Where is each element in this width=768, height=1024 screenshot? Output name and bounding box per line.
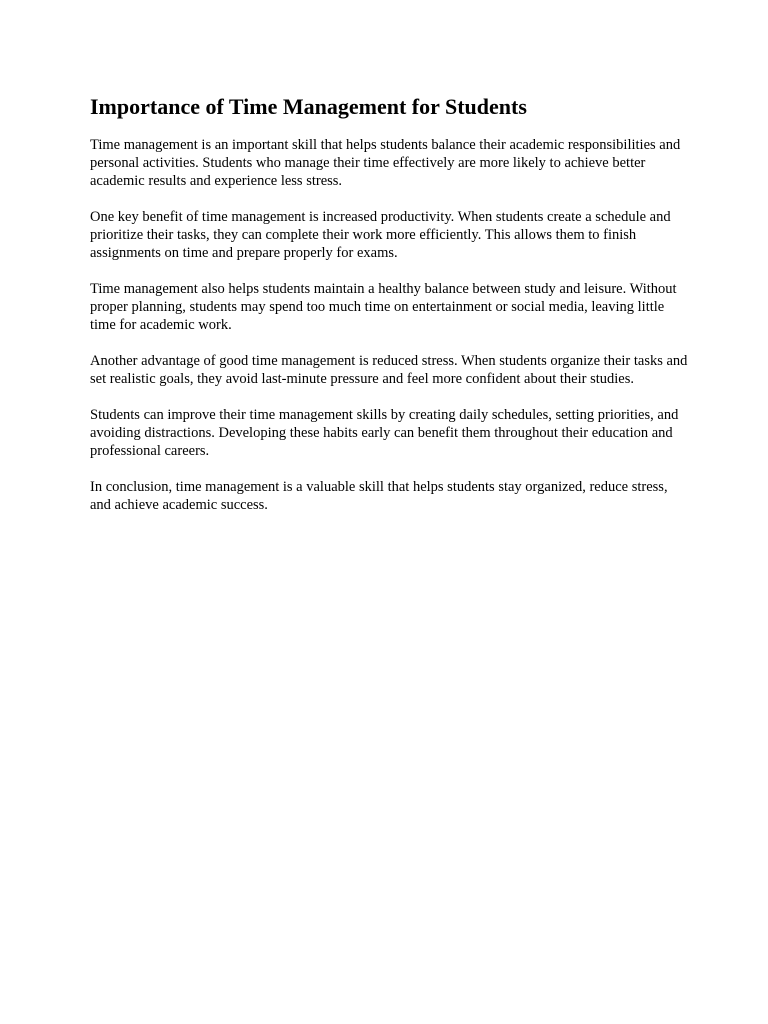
paragraph-balance: Time management also helps students maintain a healthy balance between study and leisure. Without proper planning, students may spend too much time on entertainment or social media, leaving little time for academic work. bbox=[90, 281, 677, 333]
paragraph-conclusion: In conclusion, time management is a valuable skill that helps students stay organized, reduce stress, and achieve academic success. bbox=[90, 479, 668, 513]
paragraph-intro: Time management is an important skill that helps students balance their academic responsibilities and personal activities. Students who manage their time effectively are more likely to achieve better academic results and experience less stress. bbox=[90, 137, 681, 189]
document-title: Importance of Time Management for Students bbox=[90, 94, 527, 119]
paragraph-stress: Another advantage of good time management is reduced stress. When students organize their tasks and set realistic goals, they avoid last-minute pressure and feel more confident about their studies. bbox=[90, 353, 688, 387]
paragraph-improvement: Students can improve their time management skills by creating daily schedules, setting priorities, and avoiding distractions. Developing these habits early can benefit them throughout their education and professional careers. bbox=[90, 407, 679, 459]
document-page bbox=[90, 93, 690, 532]
paragraph-productivity: One key benefit of time management is increased productivity. When students create a schedule and prioritize their tasks, they can complete their work more efficiently. This allows them to finish assignments on time and prepare properly for exams. bbox=[90, 209, 671, 261]
